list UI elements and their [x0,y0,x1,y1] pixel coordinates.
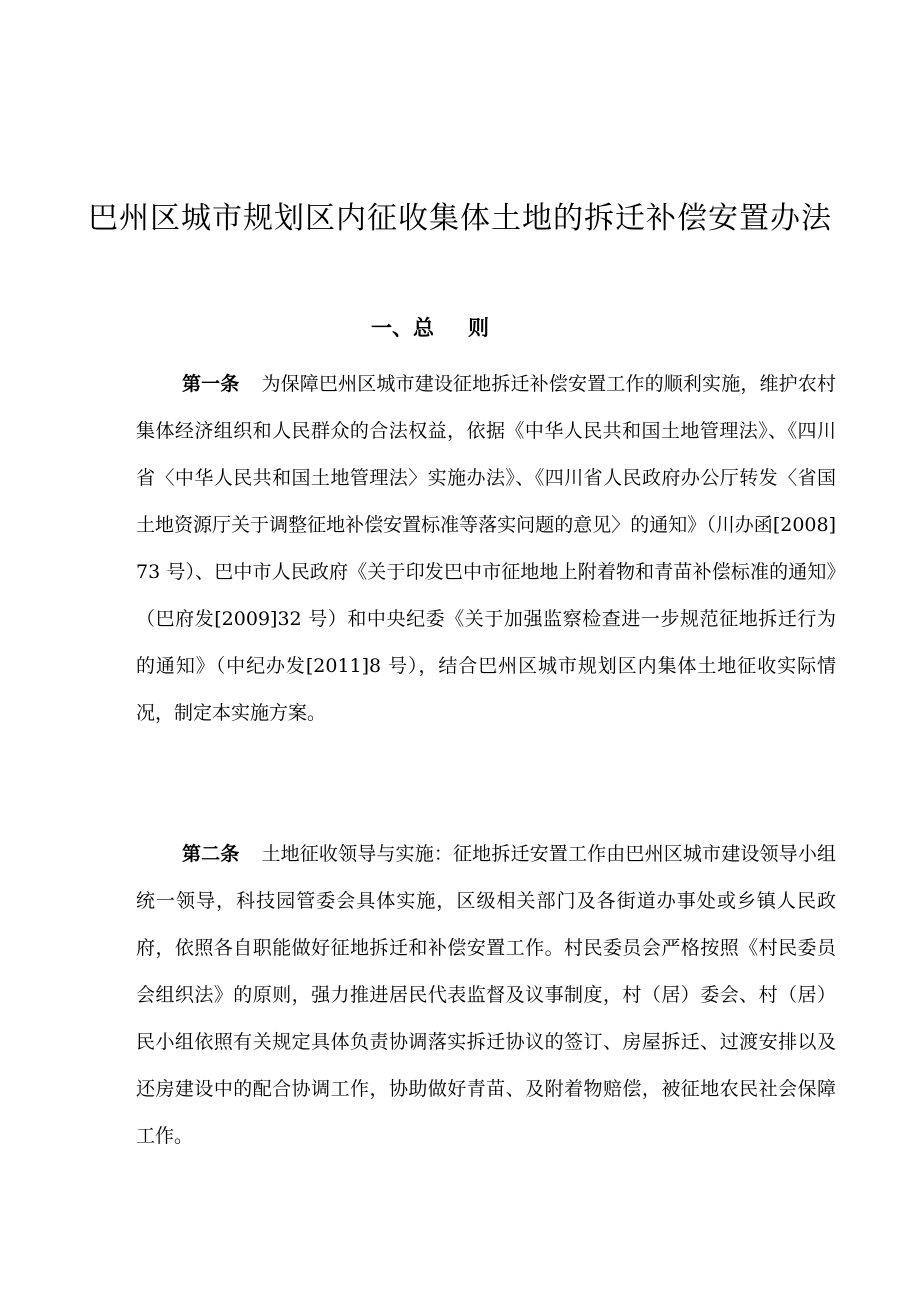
section-heading-number: 一、总 [371,316,434,340]
article-1-text: 为保障巴州区城市建设征地拆迁补偿安置工作的顺利实施，维护农村集体经济组织和人民群众的合法权益，依据《中华人民共和国土地管理法》、《四川省〈中华人民共和国土地管理法〉实施办法》、《四川省人民政府办公厅转发〈省国土地资源厅关于调整征地补偿安置标准等落实问题的意见〉的通知》（川办函[2008]73 号）、巴中市人民政府《关于印发巴中市征地地上附着物和青苗补偿标准的通知》（巴府发[2009]32 号）和中央纪委《关于加强监察检查进一步规范征地拆迁行为的通知》（中纪办发[2011]8 号），结合巴州区城市规划区内集体土地征收实际情况，制定本实施方案。 [136,373,836,724]
article-2-label: 第二条 [182,843,240,865]
section-heading-word: 则 [468,316,489,340]
document-title: 巴州区城市规划区内征收集体土地的拆迁补偿安置办法 [88,201,832,236]
article-1 [136,361,836,737]
article-2-text: 土地征收领导与实施：征地拆迁安置工作由巴州区城市建设领导小组统一领导，科技园管委会具体实施，区级相关部门及各街道办事处或乡镇人民政府，依照各自职能做好征地拆迁和补偿安置工作。村民委员会严格按照《村民委员会组织法》的原则，强力推进居民代表监督及议事制度，村（居）委会、村（居）民小组依照有关规定具体负责协调落实拆迁协议的签订、房屋拆迁、过渡安排以及还房建设中的配合协调工作，协助做好青苗、及附着物赔偿，被征地农民社会保障工作。 [136,843,836,1147]
article-1-label: 第一条 [182,373,240,395]
section-heading-general [0,312,860,344]
article-2 [136,831,836,1160]
